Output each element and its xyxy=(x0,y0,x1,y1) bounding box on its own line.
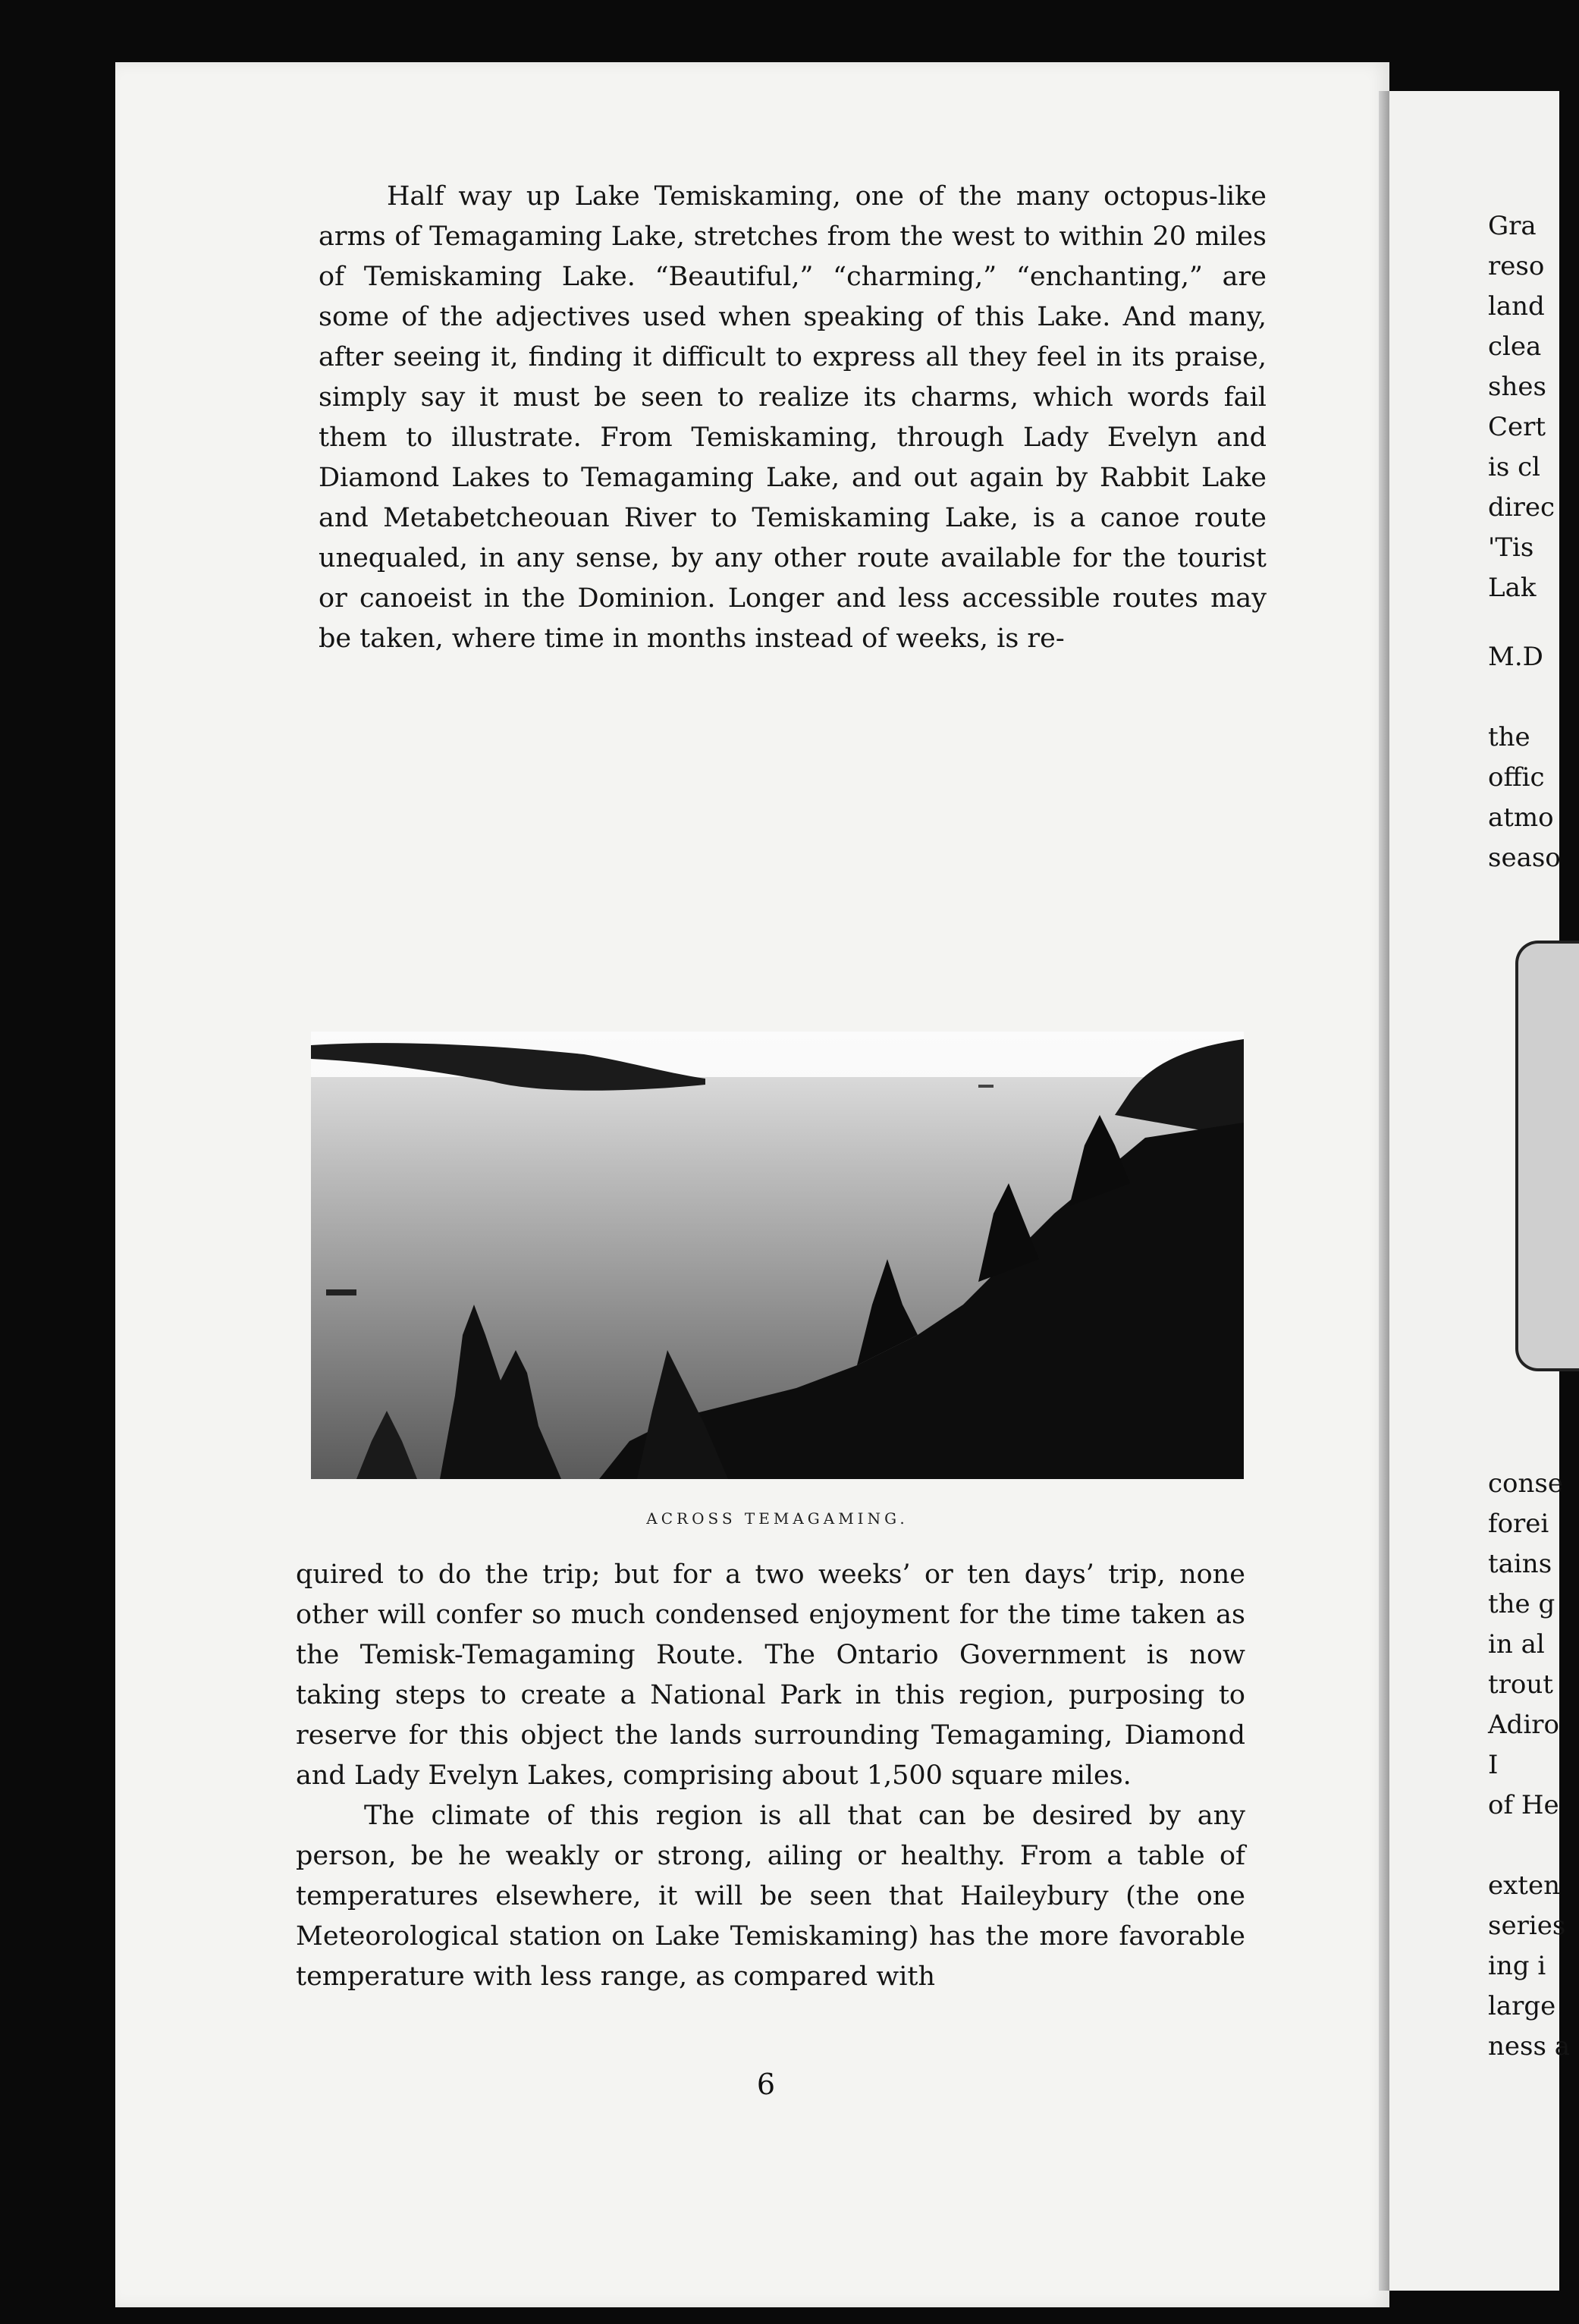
right-line: atmo xyxy=(1488,802,1554,833)
page-number: 6 xyxy=(756,2068,776,2101)
right-line: forei xyxy=(1488,1509,1549,1539)
right-line: conse xyxy=(1488,1468,1563,1499)
right-line: series xyxy=(1488,1911,1566,1941)
right-line: Cert xyxy=(1488,412,1546,442)
right-line: trout xyxy=(1488,1669,1553,1700)
right-line: reso xyxy=(1488,251,1545,281)
bottom-paragraphs xyxy=(296,1555,1245,1997)
right-line: offic xyxy=(1488,762,1545,793)
right-line: exten xyxy=(1488,1870,1560,1901)
right-line: direc xyxy=(1488,492,1555,523)
right-line: tains xyxy=(1488,1549,1552,1579)
right-line: Gra xyxy=(1488,211,1537,241)
right-line: 'Tis xyxy=(1488,532,1534,563)
top-paragraph xyxy=(319,177,1267,659)
right-line: ness a xyxy=(1488,2031,1570,2062)
right-line: clea xyxy=(1488,331,1542,362)
right-line xyxy=(1488,1826,1559,1866)
right-line: in al xyxy=(1488,1629,1545,1660)
photo-caption: ACROSS TEMAGAMING. xyxy=(646,1509,909,1528)
right-line: Adiro xyxy=(1488,1710,1559,1740)
right-line: the xyxy=(1488,722,1530,752)
right-line: I xyxy=(1488,1750,1499,1780)
climate-paragraph: The climate of this region is all that can be desired by any person, be he weakly or strong, ailing or healthy. From a table of temperatures elsewhere, it will be seen that Haileybury (the one Meteorological station on Lake Temiskaming) has the more favorable temperature with less range, as compared with xyxy=(296,1801,1245,1992)
right-line: Lak xyxy=(1488,573,1537,603)
right-line: of He xyxy=(1488,1790,1559,1820)
continued-paragraph: quired to do the trip; but for a two weeks’ or ten days’ trip, none other will confer so much condensed enjoyment for the time taken as the Temisk-Temagaming Route. The Ontario Government is now taking steps to create a National Park in this region, purposing to reserve for this object the lands surrounding Temagaming, Diamond and Lady Evelyn Lakes, comprising about 1,500 square miles. xyxy=(296,1559,1245,1791)
right-line: the g xyxy=(1488,1589,1555,1619)
right-page-text-bottom xyxy=(1488,1464,1570,2067)
right-line: ing i xyxy=(1488,1951,1546,1981)
right-line: M.D xyxy=(1488,642,1543,672)
paragraph-text: Half way up Lake Temiskaming, one of the many octopus-like arms of Temagaming Lake, stretches from the west to within 20 miles of Temiskaming Lake. “Beautiful,” “charming,” “enchanting,” are some of the adjectives used when speaking of this Lake. And many, after seeing it, finding it difficult to express all they feel in its praise, simply say it must be seen to realize its charms, which words fail them to illustrate. From Temiskaming, through Lady Evelyn and Diamond Lakes to Temagaming Lake, and out again by Rabbit Lake and Metabetcheouan River to Temiskaming Lake, is a canoe route unequaled, in any sense, by any other route available for the tourist or canoeist in the Dominion. Longer and less accessible routes may be taken, where time in months instead of weeks, is re- xyxy=(319,181,1267,654)
right-line: large xyxy=(1488,1991,1556,2021)
right-line xyxy=(1488,677,1559,718)
right-page-photo xyxy=(1515,941,1579,1371)
right-line: seaso xyxy=(1488,843,1561,873)
right-line: land xyxy=(1488,291,1545,322)
right-page-text-middle xyxy=(1488,637,1559,878)
right-page-text-top xyxy=(1488,206,1559,608)
lake-landscape-image xyxy=(311,1032,1244,1479)
right-line: is cl xyxy=(1488,452,1541,482)
lake-photograph xyxy=(311,1032,1244,1479)
right-line: shes xyxy=(1488,372,1546,402)
